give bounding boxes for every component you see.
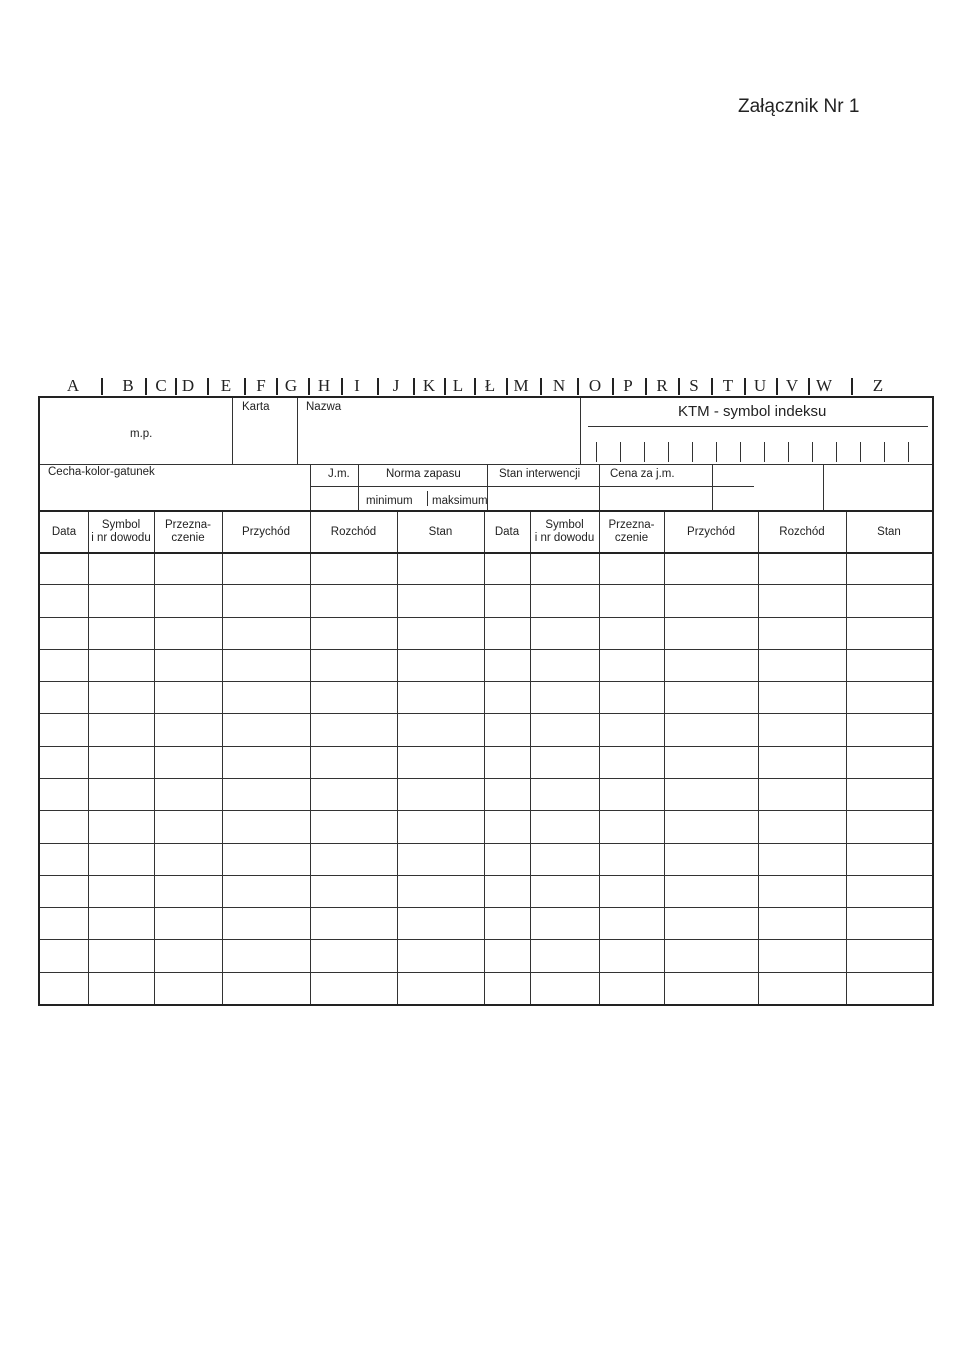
ledger-row-line	[40, 843, 932, 844]
ledger-column-header	[846, 526, 932, 539]
column-header-line: i nr dowodu	[91, 532, 151, 544]
letter-index: E	[220, 376, 232, 395]
letter-index: R	[656, 376, 668, 395]
ledger-row-line	[40, 939, 932, 940]
ledger-column-header	[758, 526, 846, 539]
ledger-column-line	[758, 512, 759, 1004]
ledger-row-line	[40, 875, 932, 876]
ledger-column-line	[846, 512, 847, 1004]
ktm-underline	[588, 426, 928, 427]
column-header-line: Symbol	[545, 519, 584, 531]
ledger-column-header	[599, 519, 664, 545]
ktm-digit-tick	[884, 442, 885, 462]
letter-separator	[776, 378, 778, 395]
header-divider	[310, 486, 754, 487]
ledger-column-line	[397, 512, 398, 1004]
letter-index: T	[722, 376, 734, 395]
letter-separator	[808, 378, 810, 395]
ledger-column-header	[222, 526, 310, 539]
letter-index: S	[689, 376, 699, 395]
stan-interwencji-label: Stan interwencji	[499, 468, 581, 480]
letter-index: J	[392, 376, 400, 395]
column-header-line: czenie	[171, 532, 205, 544]
ktm-digit-tick	[908, 442, 909, 462]
letter-separator	[540, 378, 542, 395]
column-header-line: Stan	[428, 526, 453, 538]
header-divider	[232, 398, 233, 464]
ledger-column-header	[310, 526, 397, 539]
letter-index: G	[284, 376, 298, 395]
letter-separator	[207, 378, 209, 395]
ktm-digit-tick	[620, 442, 621, 462]
ktm-digit-tick	[740, 442, 741, 462]
column-header-line: Stan	[877, 526, 901, 538]
ledger-column-line	[599, 512, 600, 1004]
letter-separator	[577, 378, 579, 395]
ledger-column-header	[484, 526, 530, 539]
ktm-digit-tick	[860, 442, 861, 462]
ledger-column-line	[222, 512, 223, 1004]
minimum-label: minimum	[366, 495, 413, 507]
ktm-digit-tick	[788, 442, 789, 462]
column-header-line: Data	[51, 526, 77, 538]
ledger-row-line	[40, 972, 932, 973]
maksimum-label: maksimum	[432, 495, 488, 507]
letter-separator	[678, 378, 680, 395]
ledger-header-line	[40, 552, 932, 554]
ledger-row-line	[40, 649, 932, 650]
jm-label: J.m.	[328, 468, 350, 480]
column-header-line: Przychód	[687, 526, 735, 538]
letter-separator	[744, 378, 746, 395]
ledger-row-line	[40, 810, 932, 811]
ledger-column-header	[664, 526, 758, 539]
letter-index: Ł	[484, 376, 496, 395]
column-header-line: Przezna-	[608, 519, 655, 531]
ledger-column-line	[310, 512, 311, 1004]
mp-label: m.p.	[130, 428, 153, 440]
header-divider	[358, 464, 359, 510]
letter-separator	[711, 378, 713, 395]
header-divider	[599, 464, 600, 510]
letter-separator	[413, 378, 415, 395]
header-divider	[823, 464, 824, 510]
column-header-line: i nr dowodu	[534, 532, 595, 544]
letter-separator	[506, 378, 508, 395]
letter-separator	[612, 378, 614, 395]
letter-index: C	[155, 376, 167, 395]
column-header-line: Rozchód	[330, 526, 377, 538]
letter-index: P	[623, 376, 633, 395]
inventory-card-form	[38, 396, 934, 1006]
ledger-row-line	[40, 681, 932, 682]
letter-index: V	[785, 376, 799, 395]
letter-index: B	[122, 376, 134, 395]
letter-index-row	[40, 376, 934, 398]
letter-index: F	[256, 376, 266, 395]
ledger-column-line	[154, 512, 155, 1004]
ledger-column-header	[397, 526, 484, 539]
ktm-digit-tick	[812, 442, 813, 462]
ledger-column-line	[88, 512, 89, 1004]
ledger-row-line	[40, 713, 932, 714]
ledger-row-line	[40, 746, 932, 747]
letter-separator	[101, 378, 103, 395]
column-header-line: Przezna-	[164, 519, 212, 531]
letter-index: Z	[872, 376, 884, 395]
letter-index: L	[452, 376, 464, 395]
column-header-line: Symbol	[101, 519, 141, 531]
cena-za-jm-label: Cena za j.m.	[610, 468, 675, 480]
ktm-digit-tick	[668, 442, 669, 462]
letter-separator	[645, 378, 647, 395]
letter-separator	[145, 378, 147, 395]
ktm-label: KTM - symbol indeksu	[678, 403, 827, 420]
nazwa-label: Nazwa	[306, 401, 342, 413]
letter-separator	[851, 378, 853, 395]
column-header-line: Rozchód	[779, 526, 825, 538]
column-header-line: Data	[494, 526, 520, 538]
letter-index: A	[66, 376, 80, 395]
ktm-digit-tick	[644, 442, 645, 462]
letter-separator	[244, 378, 246, 395]
letter-index: H	[317, 376, 331, 395]
ledger-row-line	[40, 778, 932, 779]
ledger-row-line	[40, 617, 932, 618]
letter-index: K	[422, 376, 436, 395]
column-header-line: czenie	[614, 532, 649, 544]
ledger-row-line	[40, 584, 932, 585]
norma-zapasu-label: Norma zapasu	[386, 468, 461, 480]
ledger-column-line	[530, 512, 531, 1004]
ledger-column-line	[664, 512, 665, 1004]
ledger-column-line	[484, 512, 485, 1004]
letter-separator	[308, 378, 310, 395]
letter-index: N	[552, 376, 566, 395]
letter-separator	[276, 378, 278, 395]
attachment-title: Załącznik Nr 1	[738, 96, 860, 117]
header-divider	[40, 464, 932, 465]
letter-index: M	[513, 376, 529, 395]
header-divider	[712, 464, 713, 510]
ktm-digit-tick	[596, 442, 597, 462]
letter-index: W	[815, 376, 833, 395]
letter-separator	[341, 378, 343, 395]
header-divider	[427, 491, 428, 506]
ledger-row-line	[40, 907, 932, 908]
letter-separator	[175, 378, 177, 395]
header-divider	[297, 398, 298, 464]
ledger-column-header	[154, 519, 222, 545]
letter-index: U	[753, 376, 767, 395]
ktm-digit-tick	[692, 442, 693, 462]
karta-label: Karta	[242, 401, 270, 413]
cecha-label: Cecha-kolor-gatunek	[48, 466, 155, 478]
letter-separator	[377, 378, 379, 395]
letter-index: O	[588, 376, 602, 395]
ledger-column-header	[40, 526, 88, 539]
ktm-digit-tick	[716, 442, 717, 462]
ledger-column-header	[530, 519, 599, 545]
letter-separator	[474, 378, 476, 395]
ledger-table	[40, 512, 932, 1004]
letter-separator	[444, 378, 446, 395]
ktm-digit-tick	[764, 442, 765, 462]
column-header-line: Przychód	[242, 526, 290, 538]
ktm-digit-tick	[836, 442, 837, 462]
ledger-column-header	[88, 519, 154, 545]
letter-index: D	[181, 376, 195, 395]
header-divider	[580, 398, 581, 464]
header-divider	[310, 464, 311, 510]
letter-index: I	[354, 376, 360, 395]
